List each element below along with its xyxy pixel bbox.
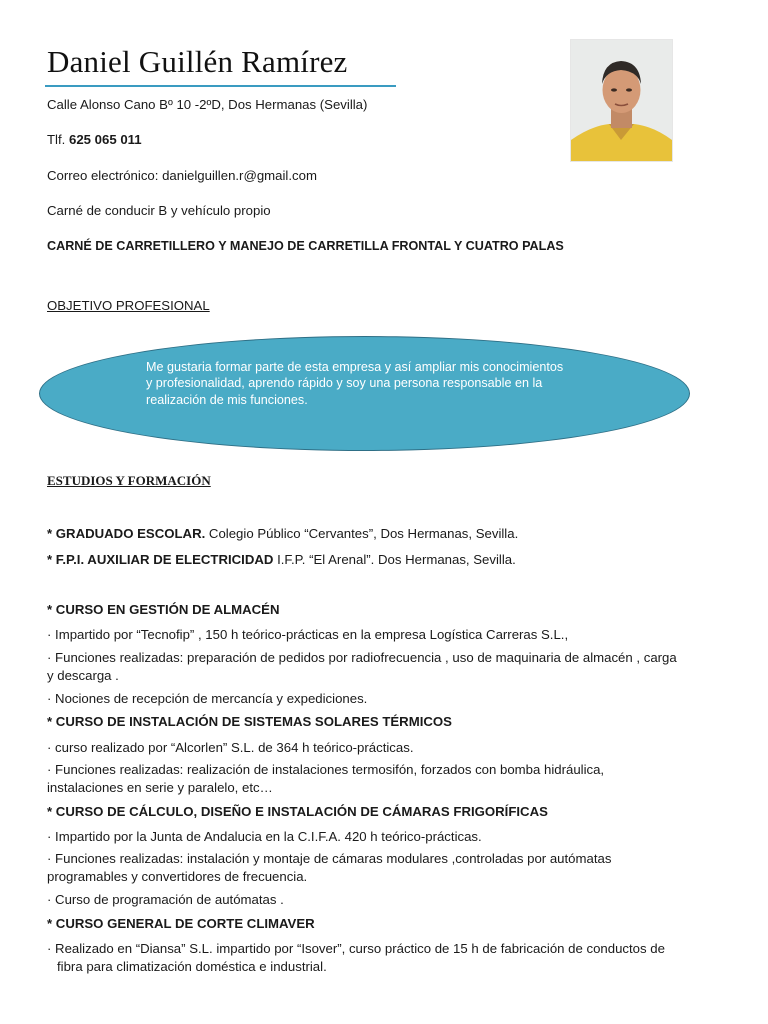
portrait-photo-icon (571, 40, 672, 161)
course-item: instalaciones en serie y paralelo, etc… (47, 780, 273, 795)
forklift-license: CARNÉ DE CARRETILLERO Y MANEJO DE CARRETILLA FRONTAL Y CUATRO PALAS (47, 239, 564, 253)
address: Calle Alonso Cano Bº 10 -2ºD, Dos Hermanas (Sevilla) (47, 97, 368, 112)
education-heading: ESTUDIOS Y FORMACIÓN (47, 473, 211, 488)
course-item: · Nociones de recepción de mercancía y expediciones. (47, 691, 368, 706)
phone (47, 132, 142, 147)
education-fpi-detail: I.F.P. “El Arenal”. Dos Hermanas, Sevilla. (273, 552, 516, 567)
course-item: · Funciones realizadas: instalación y montaje de cámaras modulares ,controladas por autómatas (47, 851, 612, 866)
objective-line: Me gustaria formar parte de esta empresa y así ampliar mis conocimientos (146, 360, 564, 374)
course-item: · Curso de programación de autómatas . (47, 892, 284, 907)
education-graduado (47, 526, 518, 541)
name-underline (45, 85, 396, 87)
course-item: · curso realizado por “Alcorlen” S.L. de 364 h teórico-prácticas. (47, 740, 414, 755)
driving-license: Carné de conducir B y vehículo propio (47, 203, 271, 218)
education-fpi (47, 552, 516, 567)
objective-line: realización de mis funciones. (146, 392, 308, 407)
course-title: * CURSO DE CÁLCULO, DISEÑO E INSTALACIÓN DE CÁMARAS FRIGORÍFICAS (47, 804, 548, 819)
profile-photo (570, 39, 673, 162)
course-title: * CURSO EN GESTIÓN DE ALMACÉN (47, 602, 280, 617)
email: Correo electrónico: danielguillen.r@gmail.com (47, 168, 317, 183)
education-fpi-title: * F.P.I. AUXILIAR DE ELECTRICIDAD (47, 552, 274, 567)
education-graduado-detail: Colegio Público “Cervantes”, Dos Hermanas, Sevilla. (205, 526, 519, 541)
phone-label: Tlf. (47, 132, 69, 147)
candidate-name: Daniel Guillén Ramírez (47, 44, 348, 79)
course-item: · Realizado en “Diansa” S.L. impartido por “Isover”, curso práctico de 15 h de fabricación de conductos de (47, 941, 665, 956)
education-graduado-title: * GRADUADO ESCOLAR. (47, 526, 206, 541)
objective-text (146, 359, 586, 408)
course-item: y descarga . (47, 668, 119, 683)
course-title: * CURSO GENERAL DE CORTE CLIMAVER (47, 916, 315, 931)
course-item: · Funciones realizadas: realización de instalaciones termosifón, forzados con bomba hidráulica, (47, 762, 605, 777)
course-item: · Funciones realizadas: preparación de pedidos por radiofrecuencia , uso de maquinaria de almacén , carga (47, 650, 677, 665)
course-item: fibra para climatización doméstica e industrial. (57, 959, 327, 974)
course-title: * CURSO DE INSTALACIÓN DE SISTEMAS SOLARES TÉRMICOS (47, 714, 452, 729)
phone-number: 625 065 011 (68, 132, 142, 147)
course-item: programables y convertidores de frecuencia. (47, 869, 308, 884)
objective-heading: OBJETIVO PROFESIONAL (47, 298, 210, 313)
course-item: · Impartido por la Junta de Andalucia en la C.I.F.A. 420 h teórico-prácticas. (47, 829, 482, 844)
objective-line: y profesionalidad, aprendo rápido y soy una persona responsable en la (146, 376, 543, 391)
course-item: · Impartido por “Tecnofip” , 150 h teórico-prácticas en la empresa Logística Carreras S.L., (47, 627, 569, 642)
